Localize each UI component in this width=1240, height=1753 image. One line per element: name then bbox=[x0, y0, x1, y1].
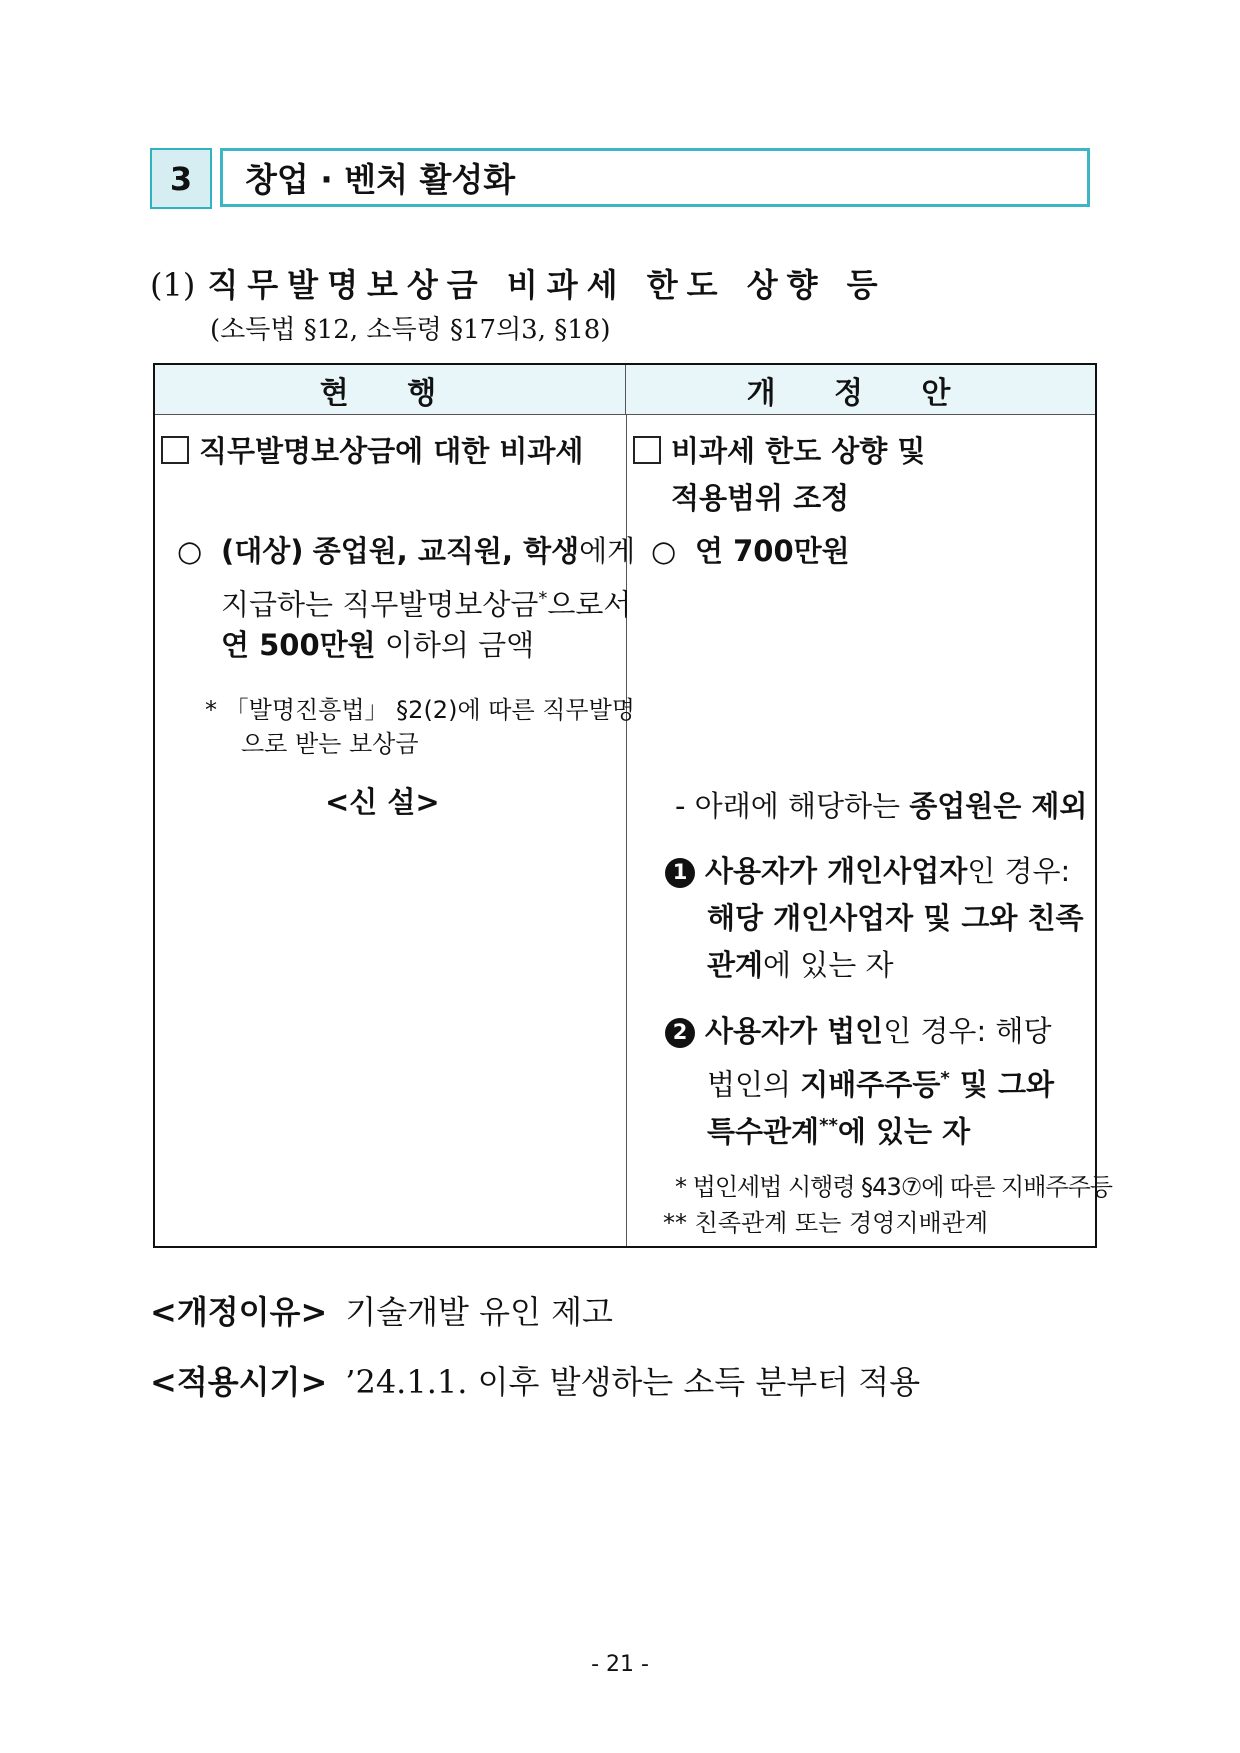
target-groups: 종업원, 교직원, 학생 bbox=[312, 534, 580, 568]
item2-line3-bold2: 에 있는 자 bbox=[837, 1114, 971, 1149]
current-box-item-text: 직무발명보상금에 대한 비과세 bbox=[199, 434, 584, 468]
item1-line3 bbox=[707, 942, 894, 989]
new-provision-tag: <신 설> bbox=[325, 785, 440, 819]
item2-line2-pre: 법인의 bbox=[707, 1067, 801, 1102]
section-number: 3 bbox=[150, 148, 212, 209]
current-footnote-line1: * 「발명진흥법」 §2(2)에 따른 직무발명 bbox=[205, 696, 635, 724]
target-label: (대상) bbox=[221, 534, 304, 568]
section-header bbox=[150, 148, 1092, 209]
revised-bullet-mark: ○ bbox=[651, 534, 677, 568]
item1-line3-rest: 에 있는 자 bbox=[763, 948, 894, 982]
subsection-heading bbox=[150, 260, 887, 306]
current-footnote-line2: 으로 받는 보상금 bbox=[241, 730, 419, 758]
exclusion-bold: 종업원은 제외 bbox=[909, 789, 1088, 823]
exclusion-text: - 아래에 해당하는 bbox=[675, 789, 910, 823]
current-bullet-line1 bbox=[221, 528, 635, 575]
timing-label: <적용시기> bbox=[150, 1363, 328, 1401]
item1-bold: 사용자가 개인사업자 bbox=[705, 854, 968, 888]
item2-line1 bbox=[665, 1008, 1051, 1055]
item2-number-icon: 2 bbox=[665, 1018, 695, 1048]
revised-limit: 연 700만원 bbox=[695, 534, 850, 568]
revised-box-item-text: 비과세 한도 상향 및 bbox=[671, 434, 926, 468]
current-bullet-line2 bbox=[221, 575, 631, 629]
item2-line2-bold: 지배주주등 bbox=[800, 1067, 941, 1102]
item2-line2-bold2: 및 그와 bbox=[949, 1067, 1055, 1102]
revised-footnote2: ** 친족관계 또는 경영지배관계 bbox=[663, 1209, 989, 1237]
item2-line2 bbox=[707, 1055, 1054, 1109]
payment-suffix: 으로서 bbox=[547, 587, 632, 622]
timing-text: ’24.1.1. 이후 발생하는 소득 분부터 적용 bbox=[345, 1363, 921, 1401]
revision-reason bbox=[150, 1287, 613, 1333]
section-title: 창업 · 벤처 활성화 bbox=[220, 148, 1090, 207]
revised-footnote1: * 법인세법 시행령 §43⑦에 따른 지배주주등 bbox=[675, 1173, 1112, 1201]
item1-number-icon: 1 bbox=[665, 858, 695, 888]
comparison-table bbox=[153, 363, 1112, 1248]
footnote-star: * bbox=[940, 1068, 950, 1089]
exclusion-line bbox=[675, 783, 1087, 830]
current-bullet-line3 bbox=[221, 622, 534, 669]
item1-line2: 해당 개인사업자 및 그와 친족 bbox=[707, 901, 1084, 935]
current-bullet-mark: ○ bbox=[177, 534, 203, 568]
payment-text: 지급하는 직무발명보상금 bbox=[221, 587, 539, 622]
subsection-title: 직무발명보상금 비과세 한도 상향 등 bbox=[207, 266, 887, 304]
item2-bold: 사용자가 법인 bbox=[705, 1014, 884, 1048]
item1-line3-bold: 관계 bbox=[707, 948, 764, 982]
checkbox-square-icon bbox=[161, 436, 189, 464]
legal-reference: (소득법 §12, 소득령 §17의3, §18) bbox=[210, 315, 611, 345]
footnote-star: * bbox=[538, 588, 548, 609]
reason-label: <개정이유> bbox=[150, 1293, 328, 1331]
target-suffix: 에게 bbox=[579, 534, 636, 568]
item1-line1 bbox=[665, 848, 1070, 895]
column-header-current: 현 행 bbox=[155, 365, 626, 415]
current-limit: 연 500만원 bbox=[221, 628, 376, 662]
current-limit-suffix: 이하의 금액 bbox=[375, 628, 535, 662]
revised-box-item-line2: 적용범위 조정 bbox=[671, 481, 850, 515]
item1-rest: 인 경우: bbox=[967, 854, 1071, 888]
footnote-double-star: ** bbox=[819, 1115, 838, 1136]
application-timing bbox=[150, 1357, 920, 1403]
current-box-item bbox=[161, 428, 583, 475]
column-header-revised: 개 정 안 bbox=[626, 365, 1095, 415]
item2-rest: 인 경우: 해당 bbox=[883, 1014, 1052, 1048]
revised-box-item-line1 bbox=[633, 428, 925, 475]
checkbox-square-icon bbox=[633, 436, 661, 464]
item2-line3 bbox=[707, 1102, 970, 1156]
page-number: - 21 - bbox=[591, 1652, 649, 1677]
item2-line3-bold: 특수관계 bbox=[707, 1114, 820, 1149]
subsection-number: (1) bbox=[150, 266, 196, 304]
reason-text: 기술개발 유인 제고 bbox=[345, 1293, 613, 1331]
